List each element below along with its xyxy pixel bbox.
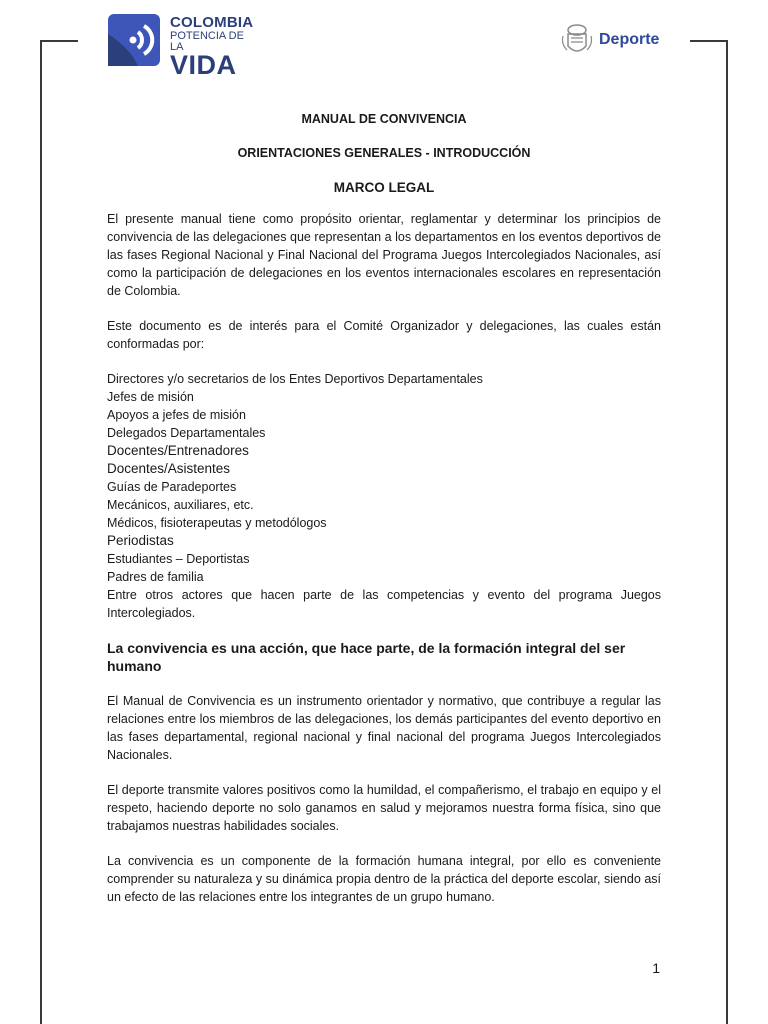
- colombia-logo-icon: [108, 14, 160, 66]
- logo-line-2: POTENCIA DE LA: [170, 30, 244, 53]
- list-item: Guías de Paradeportes: [107, 480, 237, 494]
- list-item: Padres de familia: [107, 570, 204, 584]
- deporte-label: Deporte: [599, 31, 660, 48]
- list-item: Docentes/Asistentes: [107, 461, 231, 476]
- delegation-list: [107, 370, 661, 586]
- values-paragraph: El deporte transmite valores positivos como la humildad, el compañerismo, el trabajo en equipo y el respeto, haciendo deporte no solo ganamos en salud y mejoramos nuestra forma física, sino que trabajamos nuestras habilidades sociales.: [107, 783, 661, 833]
- list-item: Apoyos a jefes de misión: [107, 408, 246, 422]
- frame-right: [726, 40, 728, 1024]
- closing-paragraph: Entre otros actores que hacen parte de las competencias y evento del programa Juegos Intercolegiados.: [107, 588, 661, 620]
- convivencia-heading: La convivencia es una acción, que hace parte, de la formación integral del ser humano: [107, 640, 626, 674]
- list-item: Delegados Departamentales: [107, 426, 266, 440]
- formation-paragraph: La convivencia es un componente de la formación humana integral, por ello es conveniente comprender su naturaleza y su dinámica propia dentro de la práctica del deporte escolar, siendo así un efecto de las relaciones entre los integrantes de un grupo humano.: [107, 854, 661, 904]
- logo-line-3: VIDA: [170, 50, 237, 80]
- section-subtitle: ORIENTACIONES GENERALES - INTRODUCCIÓN: [237, 146, 531, 160]
- list-item: Jefes de misión: [107, 390, 194, 404]
- list-item: Docentes/Entrenadores: [107, 443, 249, 458]
- frame-top-right: [690, 40, 728, 42]
- marco-legal-heading: MARCO LEGAL: [333, 180, 435, 195]
- list-item: Directores y/o secretarios de los Entes Deportivos Departamentales: [107, 372, 483, 386]
- logo-line-1: COLOMBIA: [170, 14, 254, 31]
- list-item: Estudiantes – Deportistas: [107, 552, 250, 566]
- list-item: Médicos, fisioterapeutas y metodólogos: [107, 516, 327, 530]
- frame-left: [40, 40, 42, 1024]
- list-item: Periodistas: [107, 533, 174, 548]
- document-title: MANUAL DE CONVIVENCIA: [301, 112, 467, 126]
- document-body: [107, 108, 661, 906]
- frame-top-left: [40, 40, 78, 42]
- audience-paragraph: Este documento es de interés para el Comité Organizador y delegaciones, las cuales están conformadas por:: [107, 319, 661, 351]
- coat-of-arms-icon: [560, 22, 594, 58]
- intro-paragraph: El presente manual tiene como propósito orientar, reglamentar y determinar los principios de convivencia de las delegaciones que representan a los departamentos en los eventos deportivos de las fases Regional Nacional y Final Nacional del Programa Juegos Intercolegiados Nacionales, así como la participación de delegaciones en los eventos internacionales escolares en representación de Colombia.: [107, 212, 661, 298]
- colombia-potencia-logo: [108, 14, 258, 80]
- manual-paragraph: El Manual de Convivencia es un instrumento orientador y normativo, que contribuye a regular las relaciones entre los miembros de las delegaciones, los demás participantes del evento deportivo en las fases departamental, regional nacional y final nacional del programa Juegos Intercolegiados Nacionales.: [107, 694, 661, 762]
- list-item: Mecánicos, auxiliares, etc.: [107, 498, 254, 512]
- page-number: 1: [652, 960, 660, 976]
